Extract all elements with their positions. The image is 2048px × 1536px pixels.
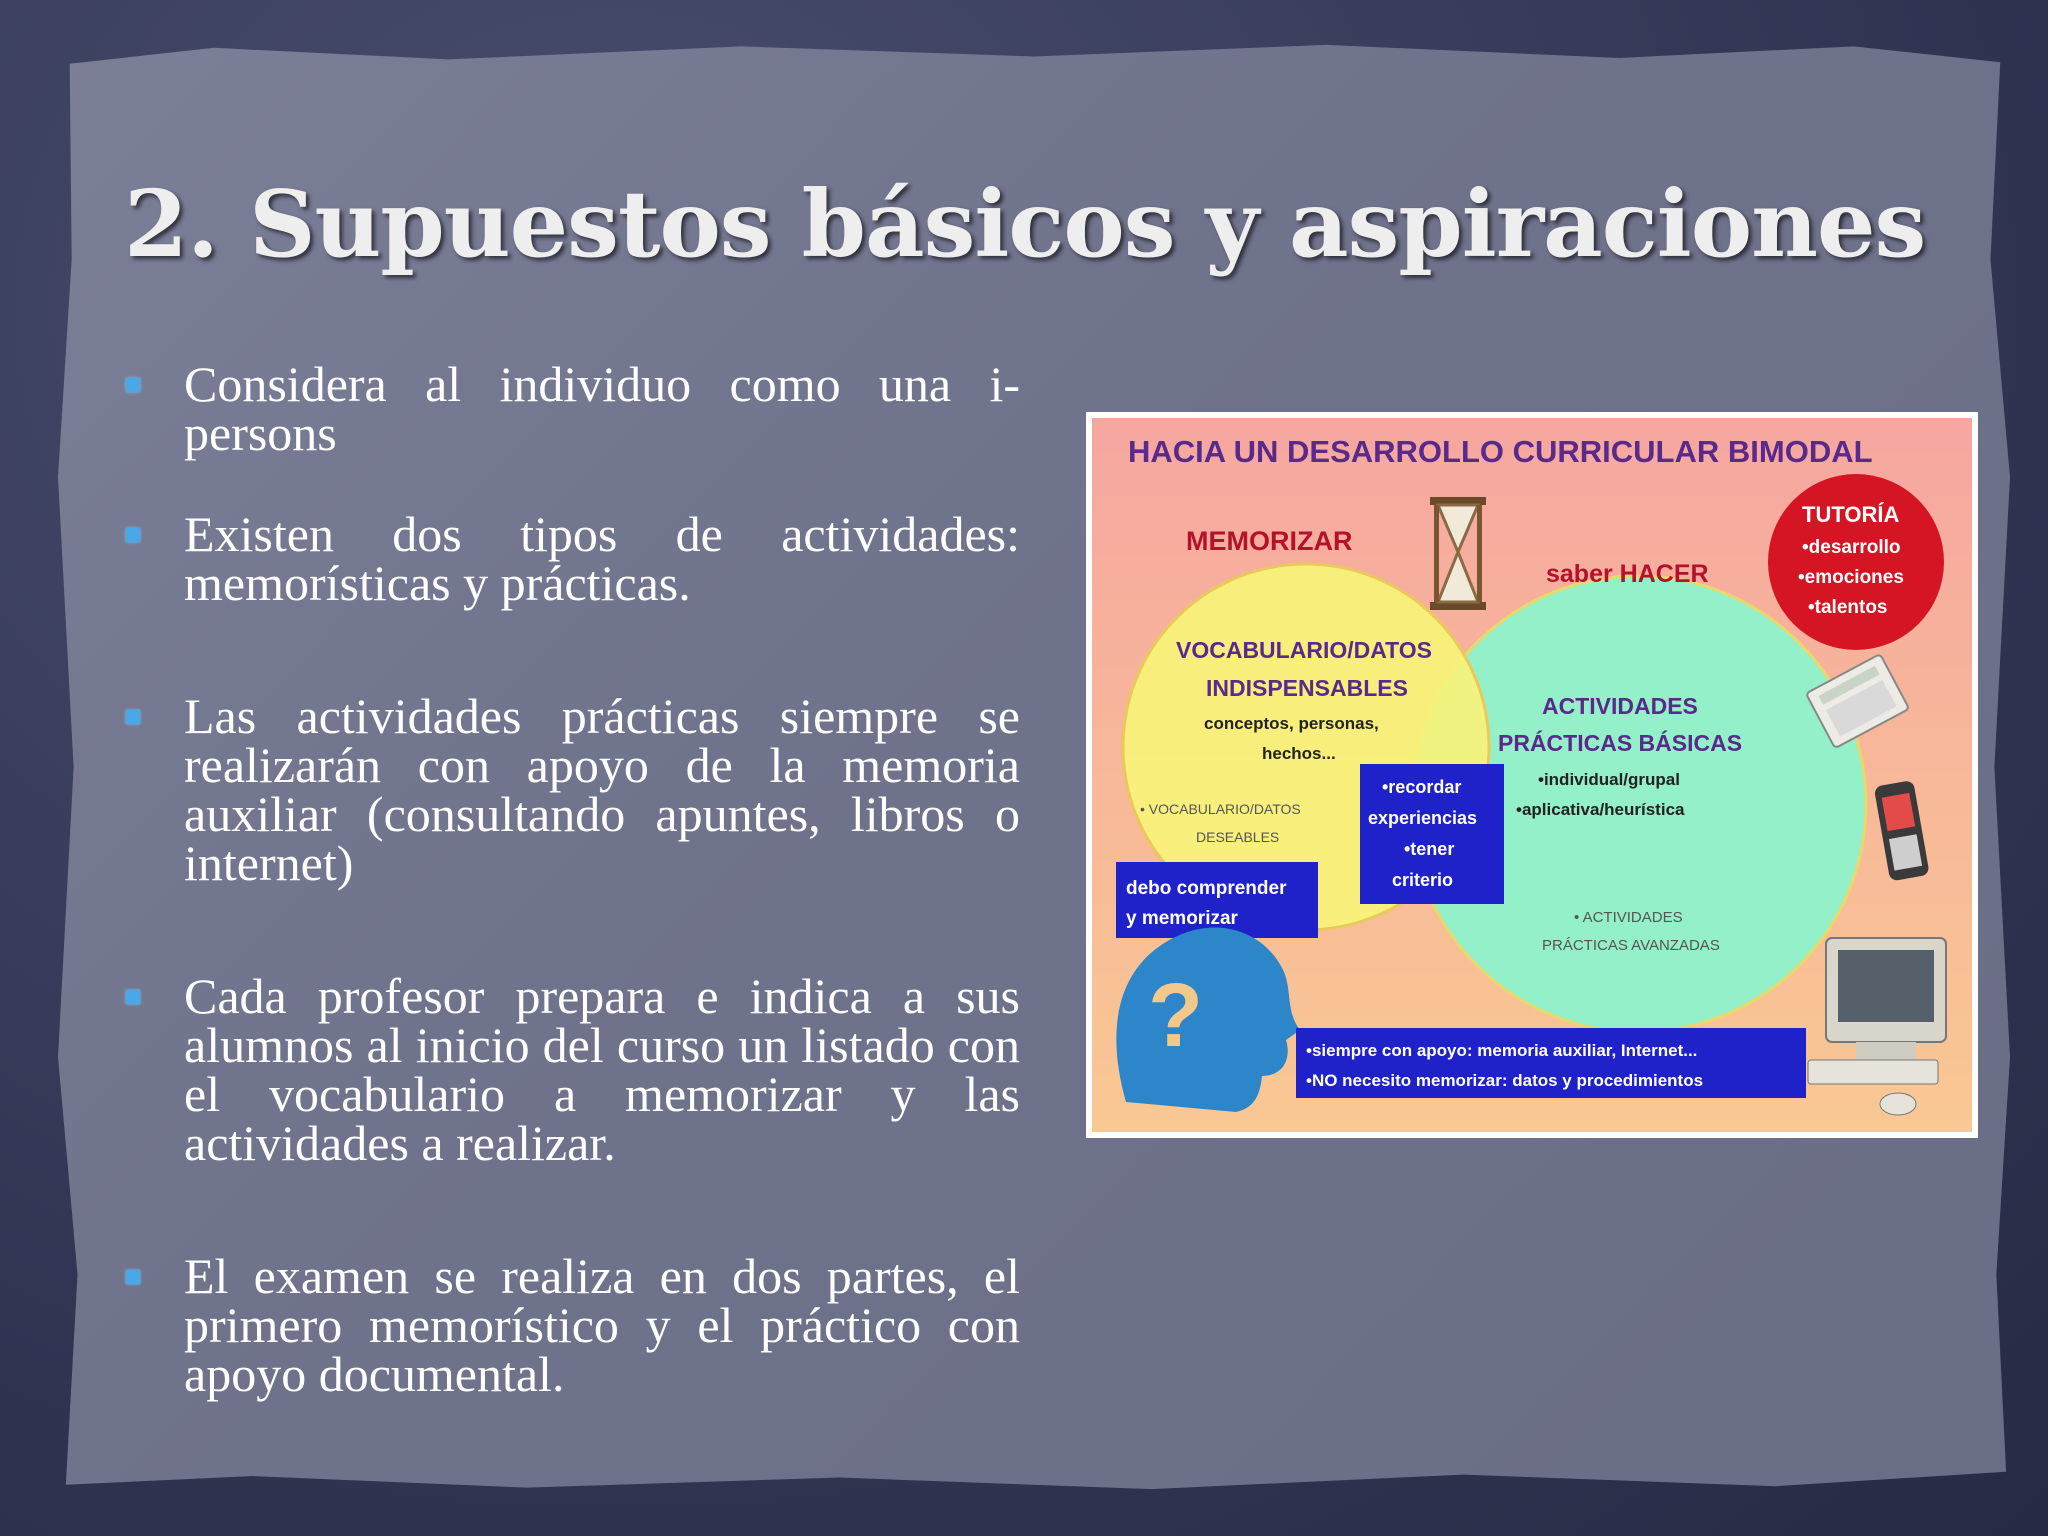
center-box-text: experiencias [1368, 808, 1478, 828]
left-box-text: debo comprender [1126, 878, 1287, 899]
activities-label: ACTIVIDADES [1542, 693, 1698, 719]
tutoria-title: TUTORÍA [1802, 502, 1900, 527]
vocab-minor: DESEABLES [1196, 829, 1280, 845]
diagram-svg [1086, 412, 1978, 1138]
vocab-label: VOCABULARIO/DATOS [1176, 637, 1432, 663]
center-box-text: •recordar [1382, 777, 1462, 797]
bottom-box-text: •NO necesito memorizar: datos y procedimientos [1306, 1071, 1704, 1090]
tutoria-item: •desarrollo [1802, 537, 1901, 558]
center-box-text: criterio [1392, 870, 1454, 890]
bullet-text: Considera al individuo como una i-persons [184, 356, 1020, 461]
bullet-item [120, 1248, 1020, 1402]
tutoria-circle [1768, 474, 1944, 650]
bullet-text: El examen se realiza en dos partes, el primero memorístico y el práctico con apoyo documental. [184, 1248, 1020, 1402]
bullet-list [120, 356, 1020, 1402]
bullet-text: Cada profesor prepara e indica a sus alumnos al inicio del curso un listado con el vocabulario a memorizar y las actividades a realizar. [184, 968, 1020, 1171]
bullet-square-icon [126, 378, 140, 392]
vocab-examples: conceptos, personas, [1204, 714, 1379, 733]
bullet-text: Existen dos tipos de actividades: memorísticas y prácticas. [184, 506, 1020, 611]
activities-label: PRÁCTICAS BÁSICAS [1498, 730, 1743, 756]
bullet-square-icon [126, 990, 140, 1004]
bullet-square-icon [126, 710, 140, 724]
center-box-text: •tener [1404, 839, 1455, 859]
vocab-minor: • VOCABULARIO/DATOS [1140, 801, 1301, 817]
bullet-text: Las actividades prácticas siempre se realizarán con apoyo de la memoria auxiliar (consultando apuntes, libros o internet) [184, 688, 1020, 891]
bullet-item [120, 506, 1020, 692]
svg-text:?: ? [1148, 966, 1203, 1066]
diagram-title: HACIA UN DESARROLLO CURRICULAR BIMODAL [1128, 434, 1873, 469]
activities-minor: PRÁCTICAS AVANZADAS [1542, 937, 1720, 954]
saber-hacer-label: saber HACER [1546, 560, 1709, 588]
bullet-square-icon [126, 528, 140, 542]
activities-minor: • ACTIVIDADES [1574, 909, 1683, 926]
bullet-square-icon [126, 1270, 140, 1284]
activities-detail: •individual/grupal [1538, 770, 1680, 789]
vocab-label: INDISPENSABLES [1206, 675, 1408, 701]
activities-detail: •aplicativa/heurística [1516, 800, 1685, 819]
bottom-box-text: •siempre con apoyo: memoria auxiliar, Internet... [1306, 1041, 1698, 1060]
bullet-item [120, 356, 1020, 510]
memorizar-label: MEMORIZAR [1186, 526, 1353, 556]
tutoria-item: •talentos [1808, 597, 1888, 618]
bullet-item [120, 968, 1020, 1252]
left-box-text: y memorizar [1126, 908, 1238, 929]
slide-title: 2. Supuestos básicos y aspiraciones [124, 170, 1926, 278]
hourglass-icon [1430, 497, 1486, 610]
tutoria-item: •emociones [1798, 567, 1904, 588]
vocab-examples: hechos... [1262, 744, 1336, 763]
bullet-item [120, 688, 1020, 972]
bimodal-diagram [1086, 412, 1978, 1138]
